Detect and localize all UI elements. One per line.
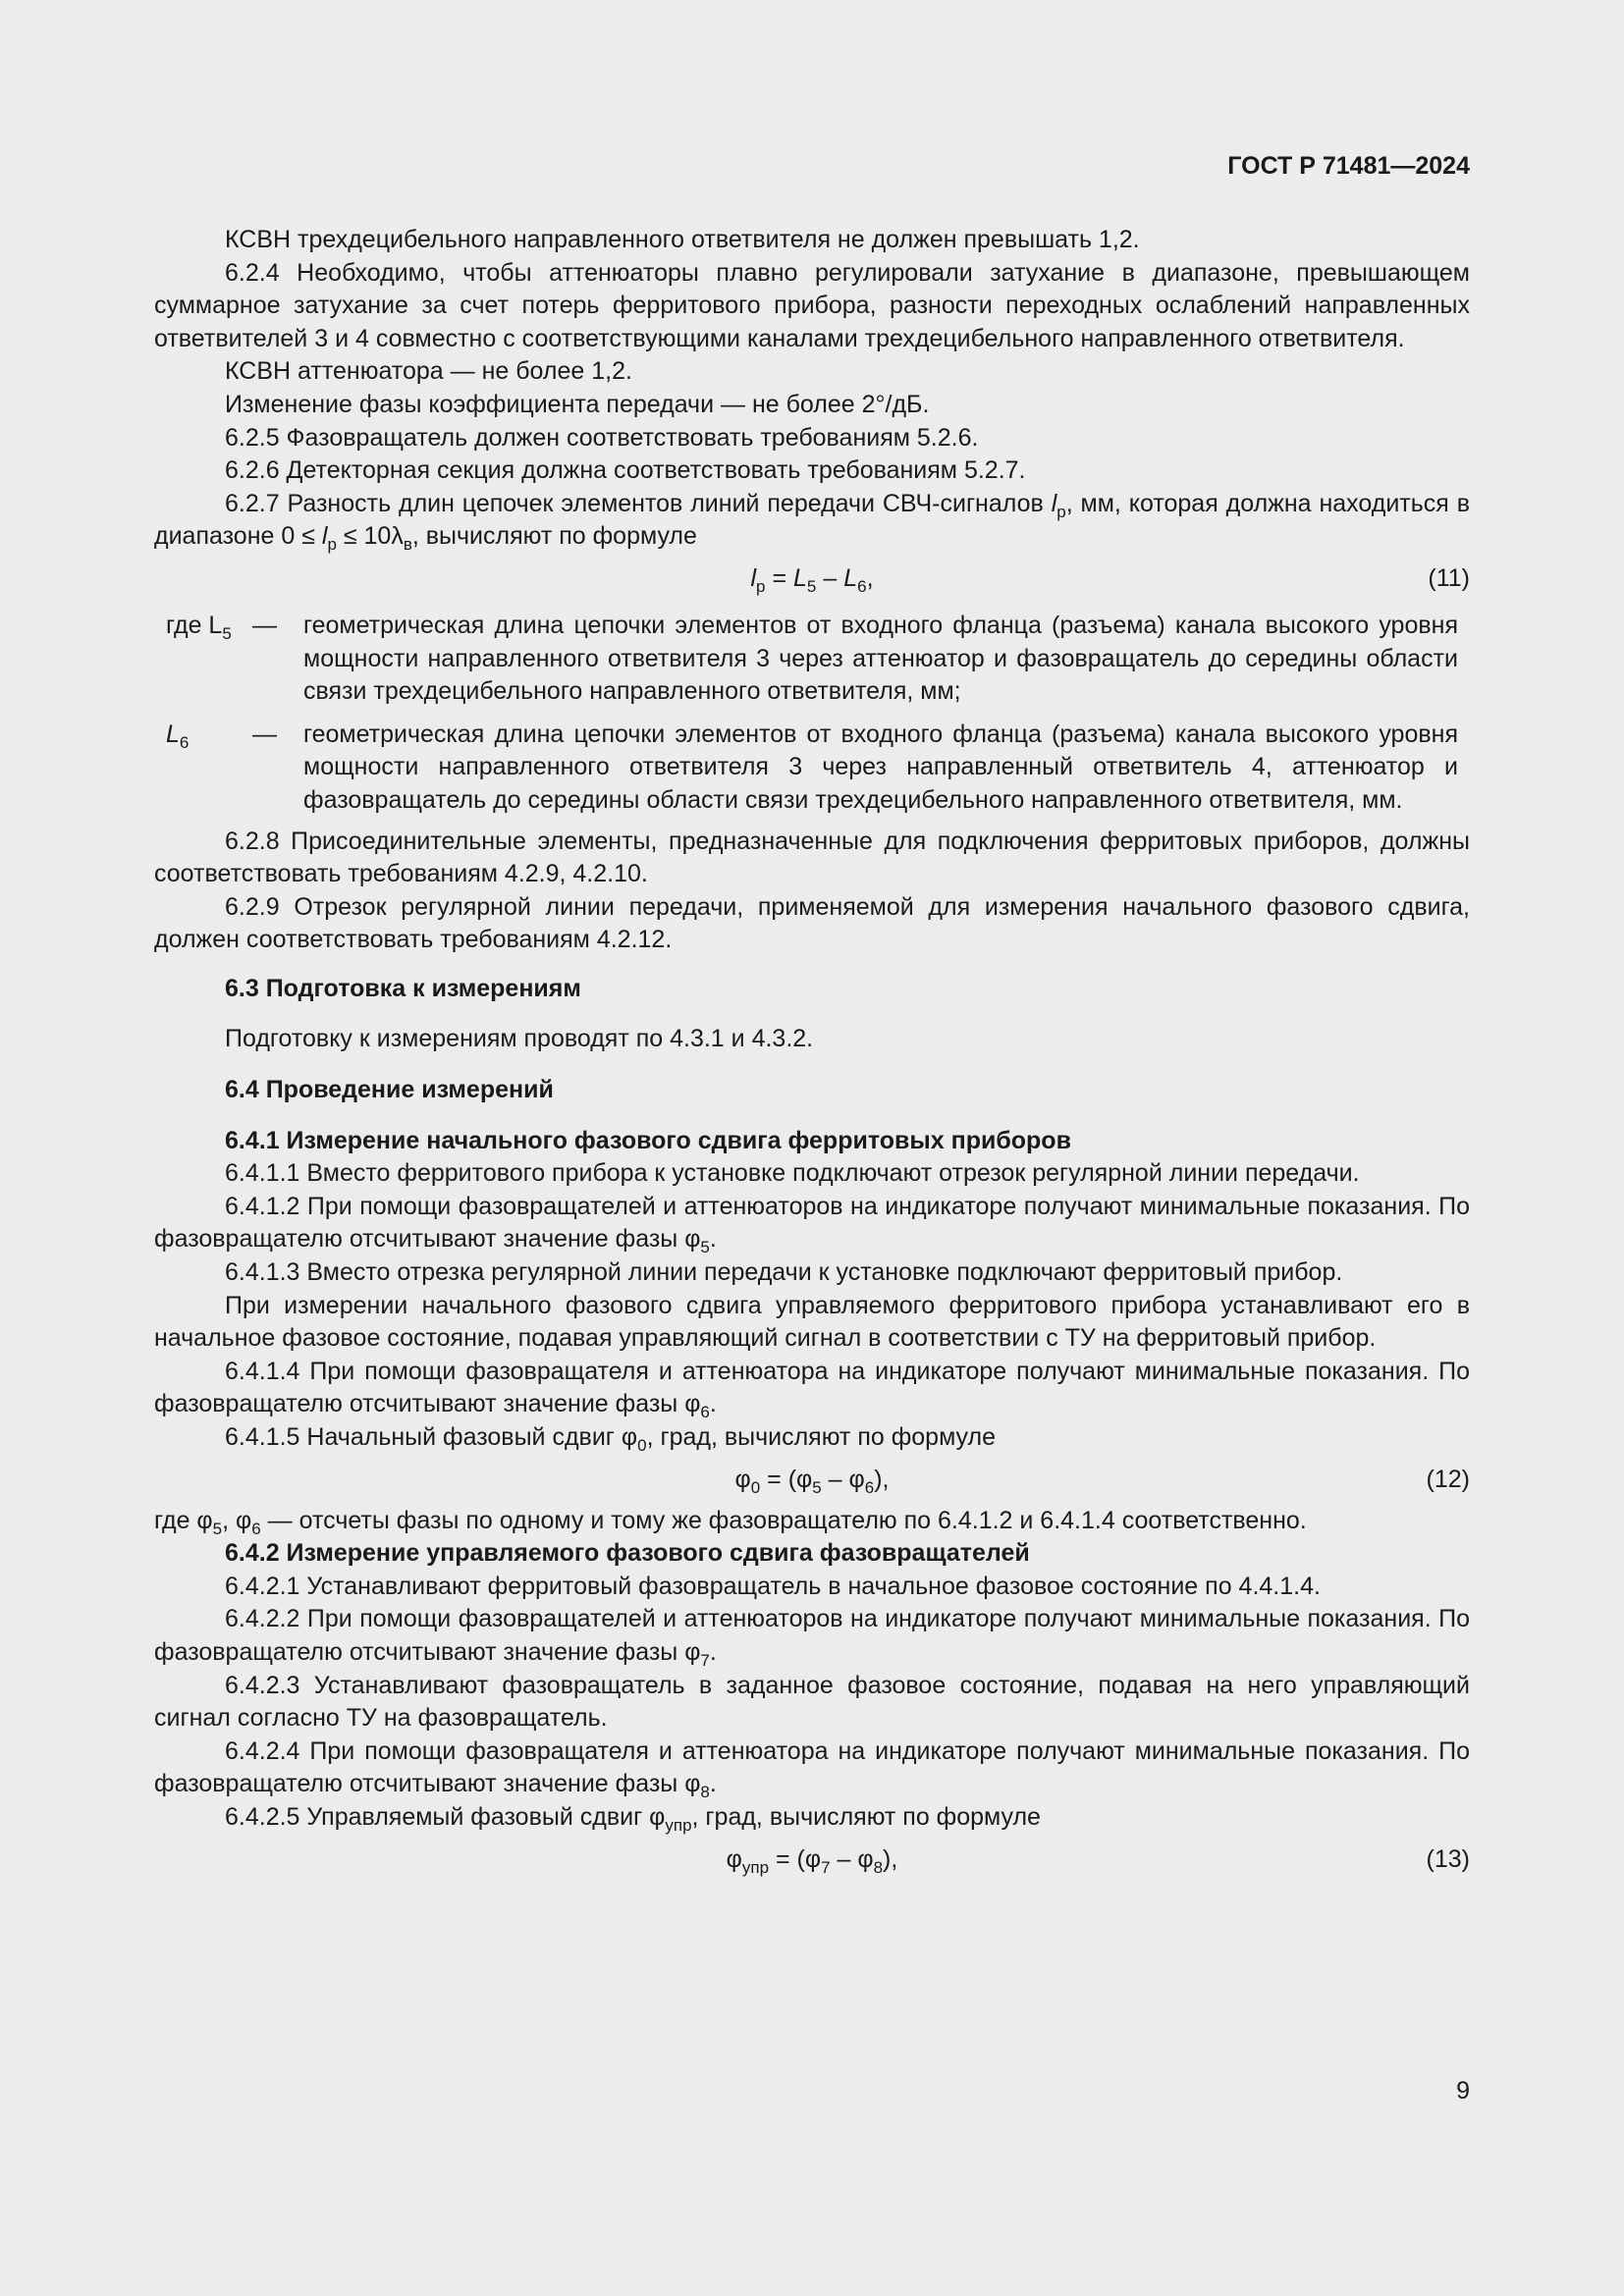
section-heading-6-4: 6.4 Проведение измерений (225, 1076, 554, 1104)
paragraph-6-4-2-1: 6.4.2.1 Устанавливают ферритовый фазовращатель в начальное фазовое состояние по 4.4.1.4. (225, 1572, 1321, 1600)
subsection-heading-6-4-2: 6.4.2 Измерение управляемого фазового сдвига фазовращателей (225, 1539, 1030, 1568)
document-body (154, 224, 1470, 1885)
paragraph: КСВН аттенюатора — не более 1,2. (225, 357, 632, 386)
paragraph-6-4-1-4: 6.4.1.4 При помощи фазовращателя и аттенюатора на индикаторе получают минимальные показания. По фазовращателю отсчитывают значение фазы $\varphi_6$. (154, 1357, 1470, 1422)
paragraph: КСВН трехдецибельного направленного ответвителя не должен превышать 1,2. (225, 226, 1140, 253)
paragraph: При измерении начального фазового сдвига управляемого ферритового прибора устанавливают его в начальное фазовое состояние, подавая управляющий сигнал в соответствии с ТУ на ферритовый прибор. (154, 1291, 1470, 1353)
where-dash: — (252, 611, 277, 639)
formula-13 (154, 1840, 1470, 1879)
paragraph-6-4-2-2: 6.4.2.2 При помощи фазовращателей и аттенюаторов на индикаторе получают минимальные показания. По фазовращателю отсчитывают значение фазы $\varphi_7$. (154, 1605, 1470, 1670)
paragraph-6-4-1-5: 6.4.1.5 Начальный фазовый сдвиг $\varphi_0$, град, вычисляют по формуле (225, 1423, 996, 1455)
paragraph-6-2-4: 6.2.4 Необходимо, чтобы аттенюаторы плавно регулировали затухание в диапазоне, превышающем суммарное затухание за счет потерь ферритового прибора, разности переходных ослаблений направленных ответвителей 3 и 4 совместно с соответствующими каналами трехдецибельного направленного ответвителя. (154, 258, 1470, 352)
formula-12 (154, 1460, 1470, 1499)
formula-number: (13) (1426, 1844, 1470, 1873)
paragraph-6-2-6: 6.2.6 Детекторная секция должна соответствовать требованиям 5.2.7. (225, 456, 1026, 485)
paragraph-6-4-2-5: 6.4.2.5 Управляемый фазовый сдвиг $\varphi_{упр}$, град, вычисляют по формуле (225, 1802, 1041, 1835)
document-header: ГОСТ Р 71481—2024 (1227, 152, 1470, 180)
formula-number: (11) (1428, 563, 1470, 592)
formula-11 (154, 559, 1470, 598)
paragraph-6-4-2-3: 6.4.2.3 Устанавливают фазовращатель в заданное фазовое состояние, подавая на него управляющий сигнал согласно ТУ на фазовращатель. (154, 1671, 1470, 1733)
paragraph: Подготовку к измерениям проводят по 4.3.1 и 4.3.2. (225, 1025, 814, 1053)
where-dash: — (252, 720, 277, 748)
paragraph-6-4-1-2: 6.4.1.2 При помощи фазовращателей и аттенюаторов на индикаторе получают минимальные показания. По фазовращателю отсчитывают значение фазы $\varphi_5$. (154, 1192, 1470, 1257)
where-text-L6: геометрическая длина цепочки элементов от входного фланца (разъема) канала высокого уровня мощности направленного ответвителя 3 через направленный ответвитель 4, аттенюатор и фазовращатель до середины области связи трехдецибельного направленного ответвителя, мм. (303, 720, 1458, 814)
page-number: 9 (1456, 2077, 1470, 2105)
paragraph-6-2-7: 6.2.7 Разность длин цепочек элементов линий передачи СВЧ-сигналов $l_р$, мм, которая должна находиться в диапазоне $0 \le l_р \le 10\lambda_в$, вычисляют по формуле (154, 489, 1470, 555)
formula-expression: $l_р = L_5 - L_6$, (750, 563, 874, 596)
section-heading-6-3: 6.3 Подготовка к измерениям (225, 974, 581, 1002)
paragraph-6-4-2-4: 6.4.2.4 При помощи фазовращателя и аттенюатора на индикаторе получают минимальные показания. По фазовращателю отсчитывают значение фазы $\varphi_8$. (154, 1736, 1470, 1802)
paragraph-where: где $\varphi_5$, $\varphi_6$ — отсчеты фазы по одному и тому же фазовращателю по 6.4.1.2 и 6.4.1.4 соответственно. (154, 1506, 1307, 1538)
paragraph-6-4-1-3: 6.4.1.3 Вместо отрезка регулярной линии передачи к установке подключают ферритовый прибор. (225, 1258, 1343, 1287)
where-label-L6: $L_6$ (166, 720, 189, 752)
formula-expression: $\varphi_0 = (\varphi_5 - \varphi_6)$, (734, 1465, 890, 1497)
where-label-L5: где $L_5$ (166, 611, 232, 643)
subsection-heading-6-4-1: 6.4.1 Измерение начального фазового сдвига ферритовых приборов (225, 1126, 1071, 1154)
paragraph-6-2-8: 6.2.8 Присоединительные элементы, предназначенные для подключения ферритовых приборов, должны соответствовать требованиям 4.2.9, 4.2.10. (154, 827, 1470, 888)
paragraph-6-2-5: 6.2.5 Фазовращатель должен соответствовать требованиям 5.2.6. (225, 423, 979, 452)
paragraph-6-2-9: 6.2.9 Отрезок регулярной линии передачи, применяемой для измерения начального фазового сдвига, должен соответствовать требованиям 4.2.12. (154, 892, 1470, 954)
formula-expression: $\varphi_{упр} = (\varphi_7 - \varphi_8)$, (726, 1844, 898, 1877)
paragraph-6-4-1-1: 6.4.1.1 Вместо ферритового прибора к установке подключают отрезок регулярной линии передачи. (225, 1159, 1360, 1188)
formula-number: (12) (1426, 1465, 1470, 1493)
where-text-L5: геометрическая длина цепочки элементов от входного фланца (разъема) канала высокого уровня мощности направленного ответвителя 3 через аттенюатор и фазовращатель до середины области связи трехдецибельного направленного ответвителя, мм; (303, 611, 1458, 706)
paragraph: Изменение фазы коэффициента передачи — не более 2°/дБ. (225, 390, 930, 418)
where-list (154, 610, 1470, 818)
